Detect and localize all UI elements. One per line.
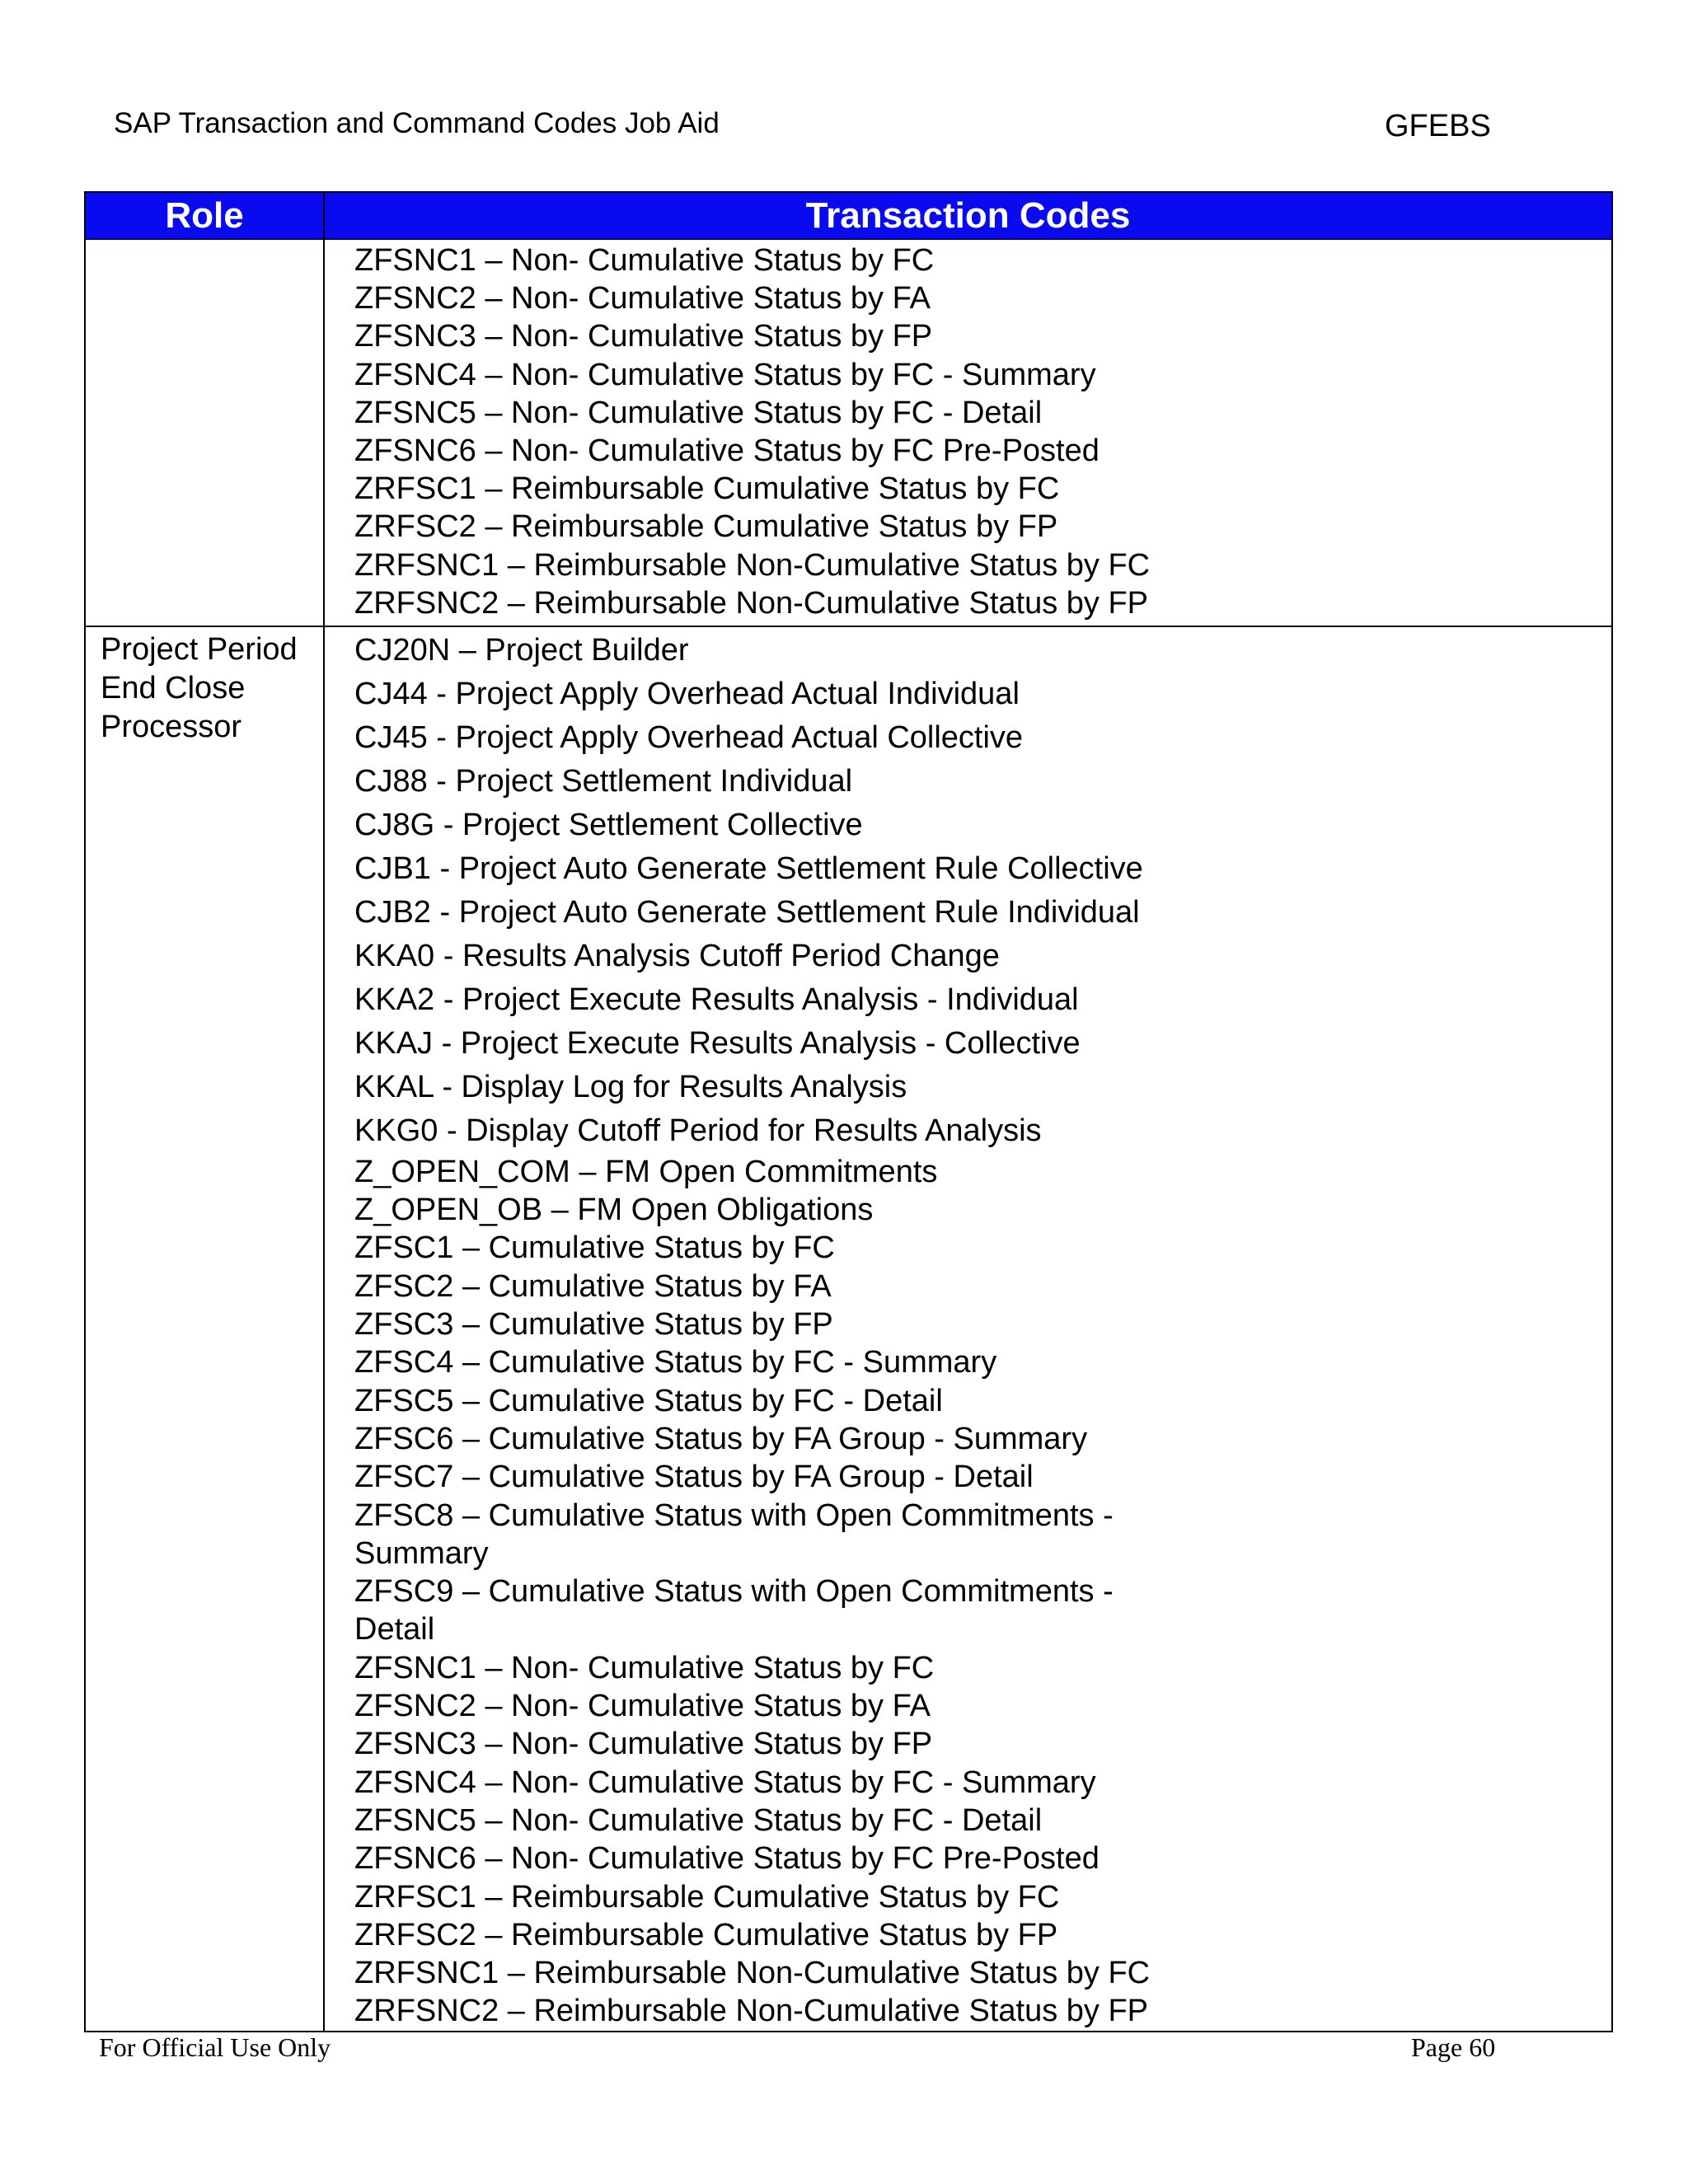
transaction-codes-table: [84, 191, 1613, 2032]
role-cell: [85, 239, 324, 626]
code-line: KKG0 - Display Cutoff Period for Results Analysis: [354, 1113, 1042, 1148]
code-line: CJ88 - Project Settlement Individual: [354, 763, 853, 799]
code-line: Z_OPEN_COM – FM Open Commitments: [354, 1154, 938, 1189]
role-cell: Project Period End Close Processor: [85, 626, 324, 2032]
code-line: ZFSNC5 – Non- Cumulative Status by FC - Detail: [354, 1802, 1043, 1838]
code-line: KKA0 - Results Analysis Cutoff Period Change: [354, 938, 1000, 973]
code-line: ZFSNC2 – Non- Cumulative Status by FA: [354, 1689, 931, 1724]
code-line: ZFSC5 – Cumulative Status by FC - Detail: [354, 1383, 943, 1418]
code-line: ZFSNC5 – Non- Cumulative Status by FC - Detail: [354, 395, 1043, 430]
page-number: Page 60: [1411, 2032, 1496, 2062]
code-line: Z_OPEN_OB – FM Open Obligations: [354, 1193, 874, 1228]
code-line: CJB1 - Project Auto Generate Settlement Rule Collective: [354, 851, 1143, 886]
code-line: ZFSC4 – Cumulative Status by FC - Summary: [354, 1345, 997, 1380]
footer-classification: For Official Use Only: [99, 2032, 331, 2062]
code-line: ZRFSC1 – Reimbursable Cumulative Status by FC: [354, 1879, 1060, 1915]
table-row: [85, 239, 1612, 626]
code-line: ZRFSC1 – Reimbursable Cumulative Status by FC: [354, 471, 1060, 507]
codes-list: [354, 629, 1611, 1153]
code-line: Summary: [354, 1535, 489, 1571]
codes-cell: [324, 239, 1612, 626]
code-line: ZFSC3 – Cumulative Status by FP: [354, 1307, 833, 1343]
code-line: ZFSNC2 – Non- Cumulative Status by FA: [354, 281, 931, 316]
code-line: Detail: [354, 1612, 435, 1647]
codes-cell: [324, 626, 1612, 2032]
codes-list: [354, 241, 1611, 622]
organization-name: GFEBS: [1385, 109, 1491, 143]
code-line: KKAJ - Project Execute Results Analysis - Collective: [354, 1025, 1081, 1061]
code-line: ZRFSC2 – Reimbursable Cumulative Status by FP: [354, 1917, 1058, 1952]
code-line: ZRFSNC1 – Reimbursable Non-Cumulative Status by FC: [354, 1956, 1151, 1991]
code-line: CJB2 - Project Auto Generate Settlement Rule Individual: [354, 894, 1140, 930]
code-line: ZFSNC3 – Non- Cumulative Status by FP: [354, 1727, 933, 1762]
code-line: ZRFSC2 – Reimbursable Cumulative Status by FP: [354, 509, 1058, 545]
table-header-row: [85, 192, 1612, 239]
code-line: KKAL - Display Log for Results Analysis: [354, 1069, 907, 1104]
codes-list: [354, 1153, 1611, 2031]
code-line: ZFSNC4 – Non- Cumulative Status by FC - Summary: [354, 1765, 1096, 1800]
code-line: CJ45 - Project Apply Overhead Actual Collective: [354, 719, 1024, 755]
code-line: ZFSNC4 – Non- Cumulative Status by FC - Summary: [354, 357, 1096, 392]
code-line: ZFSC8 – Cumulative Status with Open Commitments -: [354, 1497, 1114, 1533]
code-line: CJ20N – Project Builder: [354, 632, 689, 668]
code-line: ZFSC2 – Cumulative Status by FA: [354, 1268, 832, 1304]
code-line: ZFSC9 – Cumulative Status with Open Commitments -: [354, 1574, 1114, 1610]
code-line: ZFSC7 – Cumulative Status by FA Group - Detail: [354, 1460, 1034, 1495]
code-line: ZFSC1 – Cumulative Status by FC: [354, 1230, 835, 1266]
code-line: ZFSNC1 – Non- Cumulative Status by FC: [354, 243, 935, 278]
table-row: [85, 626, 1612, 2032]
code-line: ZRFSNC2 – Reimbursable Non-Cumulative Status by FP: [354, 585, 1149, 621]
code-line: ZFSC6 – Cumulative Status by FA Group - Summary: [354, 1421, 1088, 1456]
codes-column-header: Transaction Codes: [324, 192, 1612, 239]
code-line: CJ44 - Project Apply Overhead Actual Individual: [354, 676, 1020, 711]
code-line: KKA2 - Project Execute Results Analysis - Individual: [354, 982, 1079, 1017]
document-title: SAP Transaction and Command Codes Job Aid: [114, 107, 720, 139]
code-line: CJ8G - Project Settlement Collective: [354, 807, 863, 842]
code-line: ZFSNC6 – Non- Cumulative Status by FC Pre-Posted: [354, 1841, 1100, 1877]
code-line: ZFSNC6 – Non- Cumulative Status by FC Pre-Posted: [354, 433, 1100, 468]
code-line: ZFSNC3 – Non- Cumulative Status by FP: [354, 319, 933, 354]
code-line: ZRFSNC2 – Reimbursable Non-Cumulative Status by FP: [354, 1994, 1149, 2029]
code-line: ZRFSNC1 – Reimbursable Non-Cumulative Status by FC: [354, 547, 1151, 583]
role-column-header: Role: [85, 192, 324, 239]
code-line: ZFSNC1 – Non- Cumulative Status by FC: [354, 1650, 935, 1685]
